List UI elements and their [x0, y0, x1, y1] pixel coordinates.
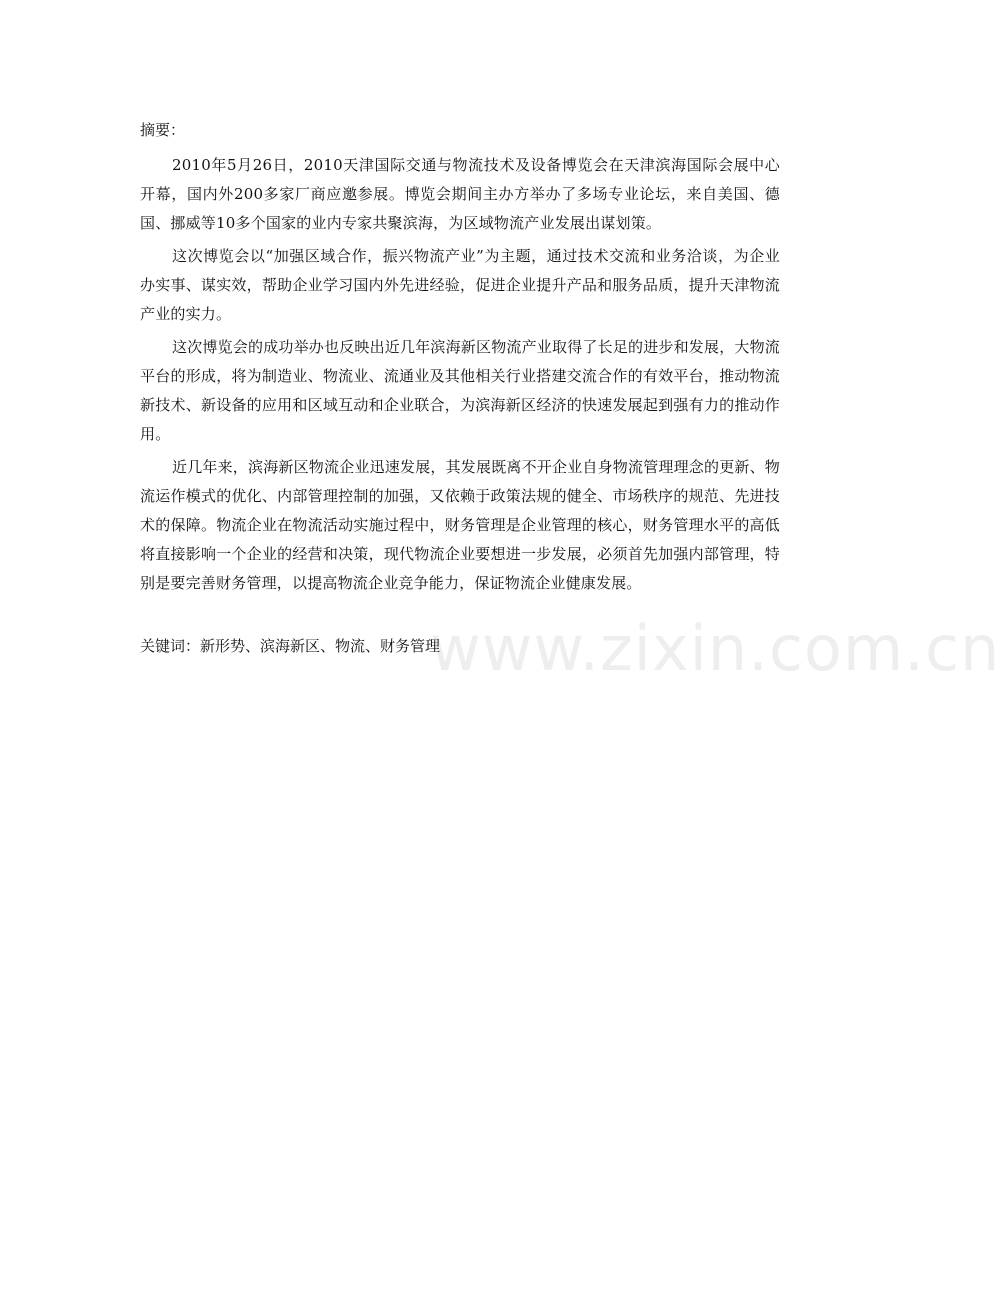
abstract-paragraph-3: 这次博览会的成功举办也反映出近几年滨海新区物流产业取得了长足的进步和发展，大物流平台的形成，将为制造业、物流业、流通业及其他相关行业搭建交流合作的有效平台，推动物流新技术、新设备的应用和区域互动和企业联合，为滨海新区经济的快速发展起到强有力的推动作用。	[140, 338, 781, 443]
document-page	[140, 116, 780, 661]
abstract-label: 摘要：	[140, 121, 186, 139]
watermark: www.zixin.com.cn	[430, 612, 1000, 685]
abstract-paragraph-1: 2010年5月26日，2010天津国际交通与物流技术及设备博览会在天津滨海国际会展中心开幕，国内外200多家厂商应邀参展。博览会期间主办方举办了多场专业论坛，来自美国、德国、挪威等10多个国家的业内专家共聚滨海，为区域物流产业发展出谋划策。	[140, 156, 780, 232]
keywords-line: 关键词：新形势、滨海新区、物流、财务管理	[140, 637, 441, 655]
abstract-paragraph-2: 这次博览会以“加强区域合作，振兴物流产业”为主题，通过技术交流和业务洽谈，为企业办实事、谋实效，帮助企业学习国内外先进经验，促进企业提升产品和服务品质，提升天津物流产业的实力。	[140, 247, 780, 323]
abstract-paragraph-4: 近几年来，滨海新区物流企业迅速发展，其发展既离不开企业自身物流管理理念的更新、物流运作模式的优化、内部管理控制的加强，又依赖于政策法规的健全、市场秩序的规范、先进技术的保障。物流企业在物流活动实施过程中，财务管理是企业管理的核心，财务管理水平的高低将直接影响一个企业的经营和决策，现代物流企业要想进一步发展，必须首先加强内部管理，特别是要完善财务管理，以提高物流企业竞争能力，保证物流企业健康发展。	[140, 458, 781, 592]
